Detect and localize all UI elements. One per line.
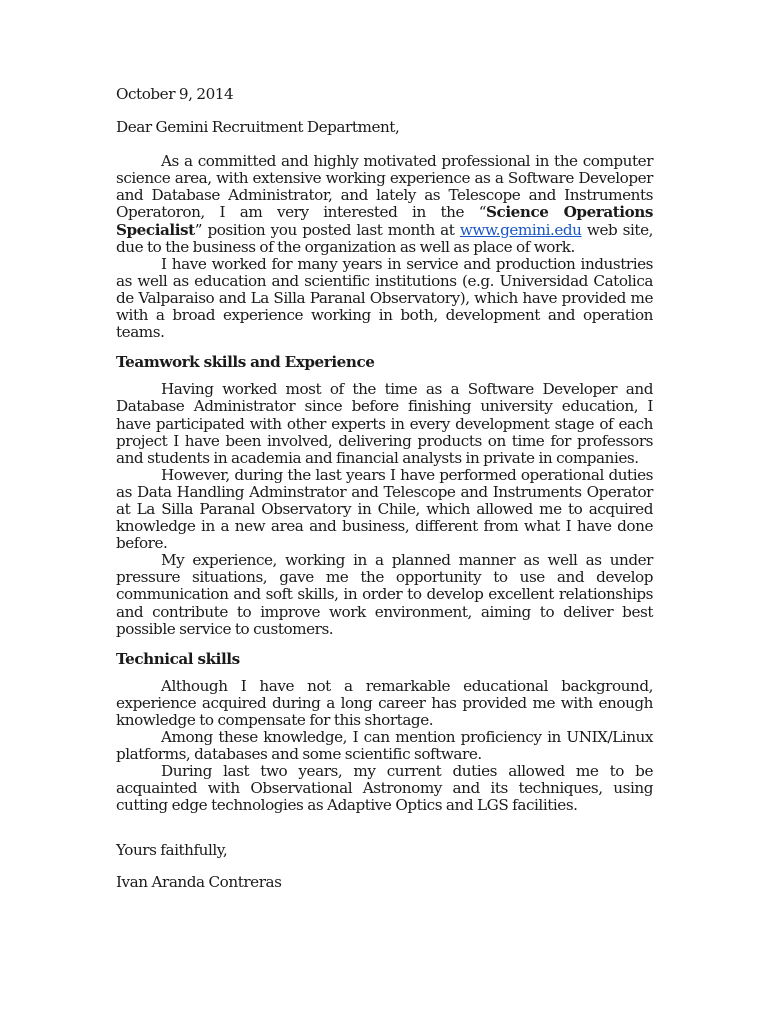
intro-text-end: web site, due to the business of the organization as well as place of work. — [116, 220, 653, 256]
teamwork-paragraph-1: Having worked most of the time as a Software Developer and Database Administrator since before finishing university education, I have participated with other experts in every development stage of each project I have been involved, delivering products on time for professors and students in academia and financial analysts in private in companies. — [116, 380, 653, 467]
teamwork-heading: Teamwork skills and Experience — [116, 353, 375, 372]
technical-paragraph-1: Although I have not a remarkable educational background, experience acquired during a long career has provided me with enough knowledge to compensate for this shortage. — [116, 676, 653, 729]
position-title: Science Operations Specialist — [116, 203, 653, 239]
letter-date: October 9, 2014 — [116, 85, 234, 103]
technical-heading: Technical skills — [116, 649, 240, 668]
technical-paragraph-3: During last two years, my current duties allowed me to be acquainted with Observational Astronomy and its techniques, using cutting edge technologies as Adaptive Optics and LGS facilities. — [116, 762, 653, 815]
intro-text-middle: ” position you posted last month at — [194, 220, 460, 239]
intro-paragraph-1 — [116, 153, 653, 256]
letter-salutation: Dear Gemini Recruitment Department, — [116, 118, 400, 137]
teamwork-paragraph-2: However, during the last years I have performed operational duties as Data Handling Adminstrator and Telescope and Instruments Operator at La Silla Paranal Observatory in Chile, which allowed me to acquired knowledge in a new area and business, different from what I have done before. — [116, 465, 653, 553]
intro-paragraph-2: I have worked for many years in service and production industries as well as education and scientific institutions (e.g. Universidad Catolica de Valparaiso and La Silla Paranal Observatory), which have provided me with a broad experience working in both, development and operation teams. — [116, 254, 653, 342]
gemini-website-link[interactable]: www.gemini.edu — [459, 220, 582, 239]
cover-letter — [116, 86, 653, 891]
letter-closing: Yours faithfully, — [116, 840, 228, 859]
intro-text-start: As a committed and highly motivated professional in the computer science area, with extensive working experience as a Software Developer and Database Administrator, and lately as Telescope and Instruments Operatoron, I am very interested in the “ — [116, 152, 653, 222]
teamwork-paragraph-3: My experience, working in a planned manner as well as under pressure situations, gave me the opportunity to use and develop communication and soft skills, in order to develop excellent relationships and contribute to improve work environment, aiming to deliver best possible service to customers. — [116, 551, 653, 638]
technical-paragraph-2: Among these knowledge, I can mention proficiency in UNIX/Linux platforms, databases and some scientific software. — [116, 728, 653, 764]
letter-signature: Ivan Aranda Contreras — [116, 872, 282, 891]
